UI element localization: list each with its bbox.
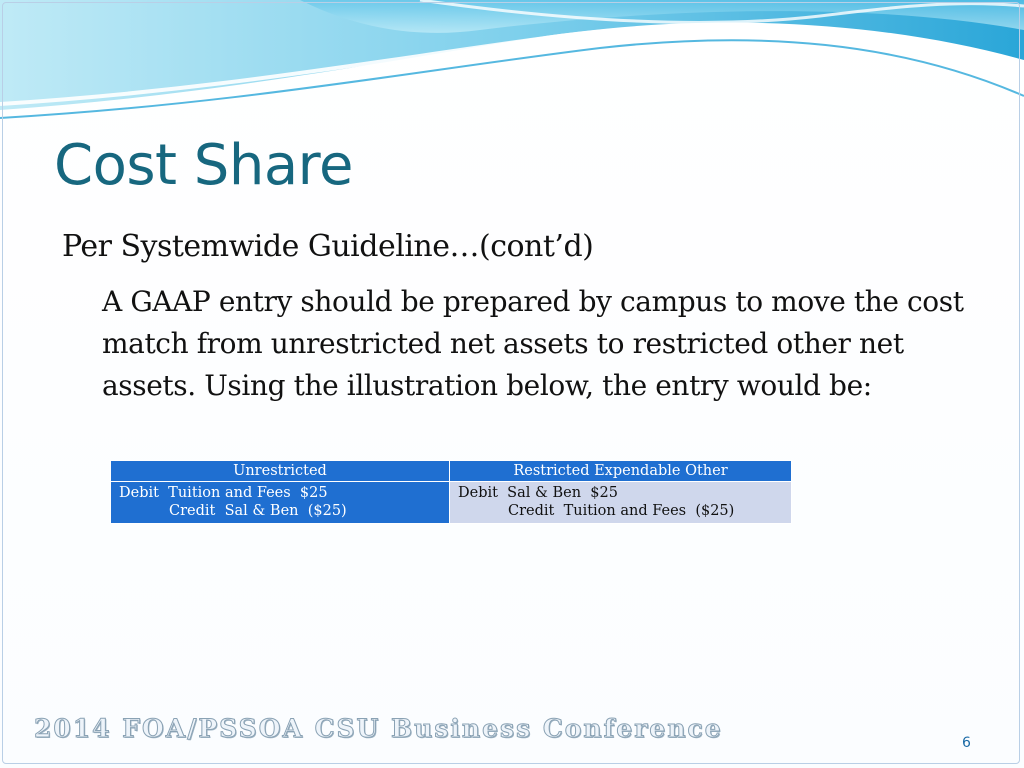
slide-title: Cost Share (54, 133, 353, 198)
slide-body-text: A GAAP entry should be prepared by campus to move the cost match from unrestricted net assets to restricted other net assets. Using the illustration below, the entry would be: (102, 285, 964, 402)
conference-footer: 2014 FOA/PSSOA CSU Business Conference (34, 714, 723, 743)
journal-entry-table (110, 460, 792, 524)
restricted-entry-cell (450, 482, 792, 524)
slide-subheading: Per Systemwide Guideline…(cont’d) (62, 229, 594, 264)
restricted-credit-line: Credit Tuition and Fees ($25) (508, 503, 735, 519)
unrestricted-credit-line: Credit Sal & Ben ($25) (169, 503, 347, 519)
unrestricted-entry-cell (111, 482, 450, 524)
restricted-debit-line: Debit Sal & Ben $25 (458, 485, 618, 501)
table-header-row (111, 461, 792, 482)
header-wave-decoration (0, 0, 1024, 140)
header-restricted: Restricted Expendable Other (450, 461, 792, 482)
header-unrestricted: Unrestricted (111, 461, 450, 482)
page-number: 6 (962, 735, 971, 751)
table-row (111, 482, 792, 524)
unrestricted-debit-line: Debit Tuition and Fees $25 (119, 485, 328, 501)
